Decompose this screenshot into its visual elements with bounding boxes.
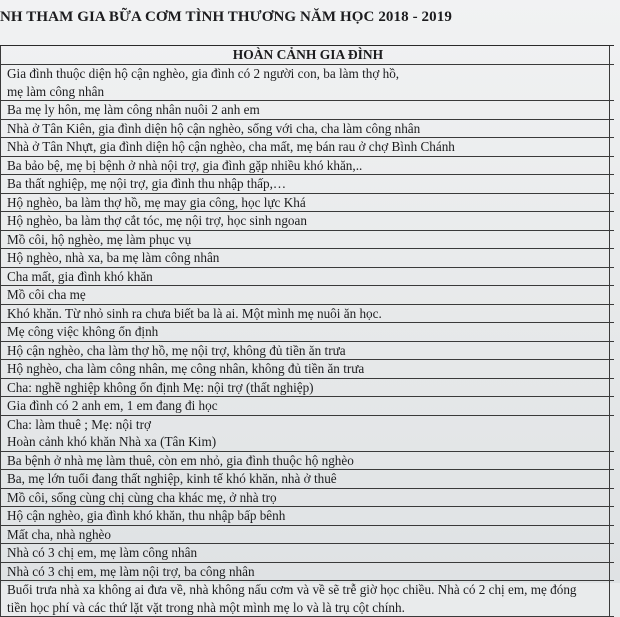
table-right-column bbox=[609, 397, 614, 415]
table-row bbox=[0, 360, 614, 379]
row-description-cell bbox=[0, 526, 609, 544]
table-header-row bbox=[0, 46, 614, 65]
row-text-line: Hộ nghèo, nhà xa, ba mẹ làm công nhân bbox=[7, 250, 220, 265]
row-description-cell bbox=[0, 360, 609, 378]
table-right-column bbox=[609, 360, 614, 378]
row-text-line: Gia đình có 2 anh em, 1 em đang đi học bbox=[7, 398, 218, 413]
table-right-column bbox=[609, 526, 614, 544]
table-row bbox=[0, 397, 614, 416]
family-circumstances-table bbox=[0, 45, 614, 617]
row-description-cell bbox=[0, 120, 609, 138]
table-right-column bbox=[609, 268, 614, 286]
table-right-column bbox=[609, 249, 614, 267]
row-text-line: Hoàn cảnh khó khăn Nhà xa (Tân Kim) bbox=[7, 434, 217, 449]
row-description-cell bbox=[0, 65, 609, 100]
row-text-line: Khó khăn. Từ nhỏ sinh ra chưa biết ba là ai. Một mình mẹ nuôi ăn học. bbox=[7, 305, 382, 321]
row-description-cell bbox=[0, 489, 609, 507]
row-description-cell bbox=[0, 175, 609, 193]
row-text-line: Nhà ở Tân Kiên, gia đình diện hộ cận nghèo, sống với cha, cha làm công nhân bbox=[7, 120, 421, 136]
row-description-cell bbox=[0, 157, 609, 175]
row-text-line: Cha mất, gia đình khó khăn bbox=[7, 268, 153, 284]
table-right-column bbox=[609, 138, 614, 156]
table-right-column bbox=[609, 452, 614, 470]
table-row bbox=[0, 212, 614, 231]
table-right-column bbox=[609, 323, 614, 341]
row-description-cell bbox=[0, 101, 609, 119]
row-text-line: Hộ cận nghèo, gia đình khó khăn, thu nhập bấp bênh bbox=[7, 508, 286, 523]
row-description-cell bbox=[0, 305, 609, 323]
row-description-cell bbox=[0, 452, 609, 470]
table-row bbox=[0, 526, 614, 545]
table-row bbox=[0, 157, 614, 176]
table-row bbox=[0, 65, 614, 101]
row-text-line: mẹ làm công nhân bbox=[7, 83, 105, 99]
row-text-line: Ba, mẹ lớn tuổi đang thất nghiệp, kinh tế khó khăn, nhà ở thuê bbox=[7, 471, 337, 486]
table-right-column bbox=[609, 46, 614, 64]
row-description-cell bbox=[0, 397, 609, 415]
column-header-family-circumstances: HOÀN CẢNH GIA ĐÌNH bbox=[0, 46, 609, 64]
table-right-column bbox=[609, 101, 614, 119]
table-right-column bbox=[609, 342, 614, 360]
table-row bbox=[0, 507, 614, 526]
row-text-line: Ba thất nghiệp, mẹ nội trợ, gia đình thu nhập thấp,… bbox=[7, 176, 287, 191]
table-right-column bbox=[609, 231, 614, 249]
row-description-cell bbox=[0, 342, 609, 360]
table-right-column bbox=[609, 65, 614, 100]
table-row bbox=[0, 470, 614, 489]
table-right-column bbox=[609, 544, 614, 562]
row-text-line: Hộ nghèo, cha làm công nhân, mẹ công nhân, không đủ tiền ăn trưa bbox=[7, 361, 365, 376]
row-description-cell bbox=[0, 268, 609, 286]
row-text-line: Mồ côi, sống cùng chị cùng cha khác mẹ, ở nhà trọ bbox=[7, 489, 277, 505]
row-text-line: Mồ côi, hộ nghèo, mẹ làm phục vụ bbox=[7, 231, 192, 247]
table-row bbox=[0, 452, 614, 471]
row-description-cell bbox=[0, 563, 609, 581]
row-text-line: tiền học phí và các thứ lặt vặt trong nhà một mình mẹ lo và là trụ cột chính. bbox=[7, 599, 405, 615]
table-row bbox=[0, 249, 614, 268]
row-description-cell bbox=[0, 507, 609, 525]
table-row bbox=[0, 379, 614, 398]
table-right-column bbox=[609, 563, 614, 581]
table-row bbox=[0, 101, 614, 120]
row-description-cell bbox=[0, 416, 609, 451]
row-text-line: Mất cha, nhà nghèo bbox=[7, 526, 111, 542]
table-row bbox=[0, 194, 614, 213]
row-text-line: Nhà ở Tân Nhựt, gia đình diện hộ cận nghèo, cha mất, mẹ bán rau ở chợ Bình Chánh bbox=[7, 139, 455, 154]
table-row bbox=[0, 489, 614, 508]
table-row bbox=[0, 581, 614, 617]
row-text-line: Ba bảo bệ, mẹ bị bệnh ở nhà nội trợ, gia đình gặp nhiều khó khăn,.. bbox=[7, 157, 363, 173]
table-right-column bbox=[609, 416, 614, 451]
table-row bbox=[0, 268, 614, 287]
row-text-line: Ba bệnh ở nhà mẹ làm thuê, còn em nhỏ, gia đình thuộc hộ nghèo bbox=[7, 452, 354, 468]
table-row bbox=[0, 138, 614, 157]
row-description-cell bbox=[0, 323, 609, 341]
table-right-column bbox=[609, 379, 614, 397]
row-description-cell bbox=[0, 544, 609, 562]
row-description-cell bbox=[0, 581, 609, 616]
row-text-line: Nhà có 3 chị em, mẹ làm nội trợ, ba công nhân bbox=[7, 563, 255, 579]
row-text-line: Hộ cận nghèo, cha làm thợ hồ, mẹ nội trợ, không đủ tiền ăn trưa bbox=[7, 342, 346, 358]
row-description-cell bbox=[0, 138, 609, 156]
table-right-column bbox=[609, 581, 614, 616]
table-row bbox=[0, 323, 614, 342]
row-description-cell bbox=[0, 379, 609, 397]
table-row bbox=[0, 286, 614, 305]
row-text-line: Hộ nghèo, ba làm thợ hồ, mẹ may gia công, học lực Khá bbox=[7, 194, 306, 210]
row-description-cell bbox=[0, 194, 609, 212]
table-right-column bbox=[609, 175, 614, 193]
row-text-line: Gia đình thuộc diện hộ cận nghèo, gia đình có 2 người con, ba làm thợ hồ, bbox=[7, 66, 400, 81]
table-right-column bbox=[609, 305, 614, 323]
row-text-line: Buổi trưa nhà xa không ai đưa về, nhà không nấu cơm và về sẽ trễ giờ học chiều. Nhà có 2 chị em, mẹ đóng bbox=[7, 582, 577, 597]
table-row bbox=[0, 416, 614, 452]
table-right-column bbox=[609, 212, 614, 230]
row-description-cell bbox=[0, 286, 609, 304]
table-right-column bbox=[609, 194, 614, 212]
table-row bbox=[0, 231, 614, 250]
row-description-cell bbox=[0, 212, 609, 230]
table-right-column bbox=[609, 489, 614, 507]
row-text-line: Hộ nghèo, ba làm thợ cắt tóc, mẹ nội trợ, học sinh ngoan bbox=[7, 213, 307, 228]
row-text-line: Cha: làm thuê ; Mẹ: nội trợ bbox=[7, 416, 151, 432]
table-row bbox=[0, 305, 614, 324]
row-text-line: Ba mẹ ly hôn, mẹ làm công nhân nuôi 2 anh em bbox=[7, 102, 260, 117]
row-description-cell bbox=[0, 470, 609, 488]
row-description-cell bbox=[0, 231, 609, 249]
row-text-line: Nhà có 3 chị em, mẹ làm công nhân bbox=[7, 545, 198, 560]
table-row bbox=[0, 544, 614, 563]
row-text-line: Cha: nghề nghiệp không ổn định Mẹ: nội trợ (thất nghiệp) bbox=[7, 379, 314, 395]
table-right-column bbox=[609, 286, 614, 304]
table-right-column bbox=[609, 470, 614, 488]
row-description-cell bbox=[0, 249, 609, 267]
table-row bbox=[0, 175, 614, 194]
table-right-column bbox=[609, 157, 614, 175]
row-text-line: Mẹ công việc không ổn định bbox=[7, 324, 159, 339]
table-row bbox=[0, 120, 614, 139]
document-title: NH THAM GIA BỮA CƠM TÌNH THƯƠNG NĂM HỌC 2018 - 2019 bbox=[0, 9, 452, 25]
table-row bbox=[0, 342, 614, 361]
row-text-line: Mồ côi cha mẹ bbox=[7, 287, 86, 302]
table-right-column bbox=[609, 120, 614, 138]
table-row bbox=[0, 563, 614, 582]
table-right-column bbox=[609, 507, 614, 525]
